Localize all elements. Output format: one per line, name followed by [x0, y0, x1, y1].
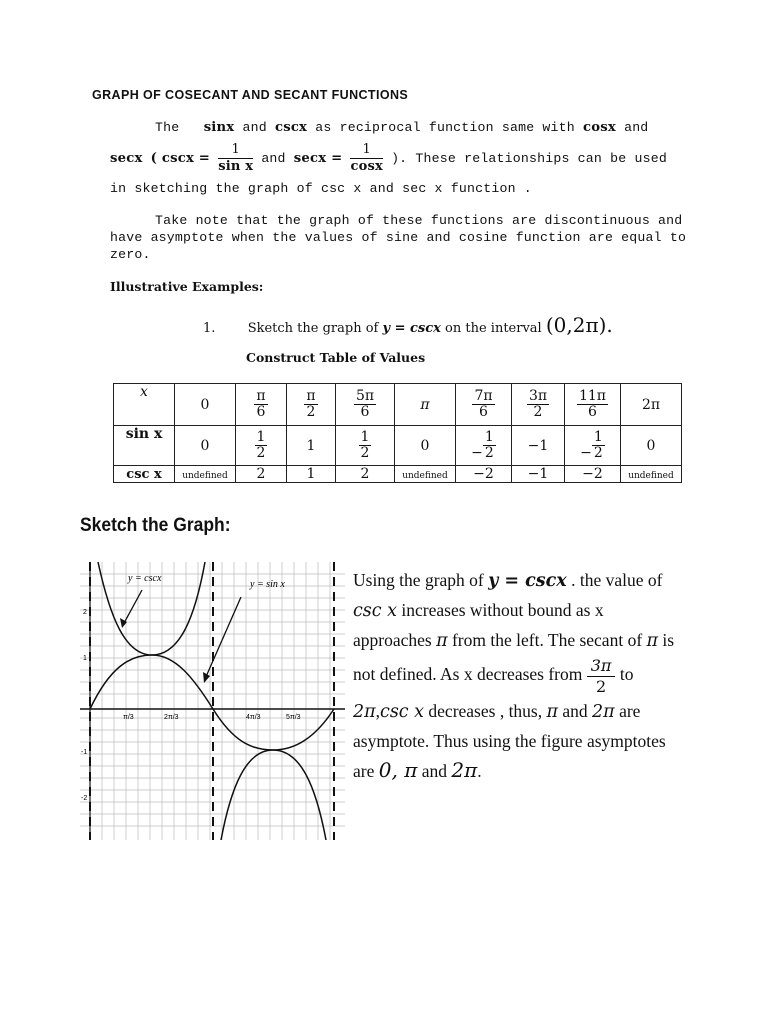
note-line-1: Take note that the graph of these functions are discontinuous and: [155, 213, 683, 228]
fraction-numerator: 3π: [587, 656, 616, 677]
cell-sign: −: [580, 445, 592, 461]
csc-cell: [395, 466, 456, 483]
cell-sign: −: [471, 445, 483, 461]
csc-curve-label: y = cscx: [128, 573, 162, 584]
cos-term: cosx: [583, 120, 616, 135]
cell-value: π: [420, 396, 430, 413]
x-cell: [621, 384, 682, 426]
csc-equation: ( cscx =: [150, 150, 211, 166]
sin-cell: [621, 426, 682, 466]
csc-cell: [175, 466, 236, 483]
cell-value: 0: [646, 437, 656, 454]
x-cell: [236, 384, 287, 426]
csc-cell: [456, 466, 512, 483]
cell-num: π: [256, 388, 266, 404]
intro-line-3: in sketching the graph of csc x and sec x function .: [110, 181, 532, 196]
sin-value: [592, 430, 605, 461]
intro-text: and: [261, 150, 286, 166]
cell-den: 6: [588, 404, 597, 420]
csc-cell: [236, 466, 287, 483]
explanation-math: π: [436, 631, 448, 651]
explanation-text: .: [477, 761, 482, 781]
cell-value: undefined: [402, 471, 448, 481]
fraction-numerator: 1: [218, 142, 253, 159]
sin-cell: [512, 426, 565, 466]
fraction-one-over-sin: [218, 142, 253, 175]
cell-num: π: [306, 388, 316, 404]
sin-cell: [236, 426, 287, 466]
x-cell: [175, 384, 236, 426]
sin-curve-label: y = sin x: [250, 579, 285, 590]
sin-term: sinx: [203, 120, 235, 135]
x-value: [577, 389, 608, 420]
explanation-text: to: [619, 664, 634, 684]
cell-value: undefined: [182, 471, 228, 481]
explanation-text: ,: [375, 701, 381, 721]
fraction-denominator: 2: [596, 677, 607, 696]
sin-cell: [395, 426, 456, 466]
row-label-sin: [114, 426, 175, 466]
intro-text: ). These relationships can be used: [391, 150, 667, 166]
x-cell: [565, 384, 621, 426]
csc-cell: [287, 466, 336, 483]
csc-sin-graph: [80, 562, 345, 840]
csc-cell: [621, 466, 682, 483]
cell-den: 2: [533, 404, 543, 420]
row-label-csc: [114, 466, 175, 483]
cell-value: 0: [200, 396, 210, 413]
x-tick-label: 4π/3: [246, 714, 261, 721]
examples-heading: Illustrative Examples:: [110, 279, 264, 294]
explanation-text: from the left. The secant of: [451, 630, 643, 650]
explanation-text: . the value of: [571, 570, 663, 590]
explanation-text: Using the graph of: [353, 570, 484, 590]
explanation-math: 2π: [353, 702, 376, 722]
x-value: [254, 389, 267, 420]
sec-term: secx: [110, 150, 143, 166]
note-line-3: zero.: [110, 247, 151, 262]
sin-cell: [565, 426, 621, 466]
y-tick-label: 2: [83, 609, 87, 616]
intro-text: The: [155, 120, 180, 135]
graph-explanation: [353, 566, 683, 786]
explanation-fraction: [587, 656, 616, 697]
intro-line-1: [155, 120, 648, 135]
fraction-numerator: 1: [350, 142, 382, 159]
cell-num: 11π: [578, 388, 606, 404]
table-title: Construct Table of Values: [246, 350, 426, 365]
intro-text: and: [242, 120, 267, 135]
explanation-math: π: [546, 702, 559, 722]
example-1: [203, 313, 613, 337]
explanation-math: 0, π: [378, 758, 418, 782]
explanation-text: and: [421, 761, 447, 781]
cell-value: undefined: [628, 471, 674, 481]
sec-equation: secx =: [293, 150, 343, 166]
explanation-text: increases without bound as x approaches: [353, 600, 604, 650]
explanation-text: is not defined. As x decreases from: [353, 630, 675, 684]
y-tick-label: 1: [83, 655, 87, 662]
explanation-math: π: [646, 631, 659, 651]
csc-cell: [512, 466, 565, 483]
cell-value: 2: [360, 466, 370, 482]
cell-value: −2: [582, 466, 603, 482]
sin-value: [255, 430, 268, 461]
cell-value: 1: [306, 437, 316, 454]
sin-cell: [336, 426, 395, 466]
x-value: [201, 398, 210, 413]
example-interval: (0,2π).: [545, 313, 613, 337]
note-line-2: have asymptote when the values of sine and cosine function are equal to: [110, 230, 687, 245]
cell-value: 1: [306, 466, 316, 482]
row-label-x: [114, 384, 175, 426]
explanation-text: and: [562, 701, 588, 721]
sin-row: [114, 426, 682, 466]
x-value: [472, 389, 494, 420]
cell-den: 2: [306, 404, 316, 420]
cell-den: 2: [593, 445, 603, 461]
sin-value: [359, 430, 372, 461]
cell-num: 1: [360, 429, 370, 445]
fraction-denominator: cosx: [350, 159, 383, 174]
cell-den: 6: [360, 404, 370, 420]
x-row: [114, 384, 682, 426]
sin-cell: [175, 426, 236, 466]
intro-text: as reciprocal function same with: [315, 120, 575, 135]
sin-value: [483, 430, 496, 461]
x-tick-label: π/3: [123, 714, 134, 721]
example-text: Sketch the graph of: [247, 321, 379, 336]
cell-den: 2: [256, 445, 266, 461]
cell-value: 2: [256, 466, 266, 482]
cell-value: 0: [420, 437, 430, 454]
cell-den: 6: [479, 404, 488, 420]
cell-num: 5π: [355, 388, 375, 404]
y-tick-label: -1: [81, 749, 88, 756]
explanation-math: csc x: [380, 702, 425, 722]
x-cell: [512, 384, 565, 426]
y-tick-label: -2: [81, 795, 88, 802]
explanation-math: csc x: [353, 601, 398, 621]
row-label-text: sin x: [125, 426, 163, 442]
cell-value: −1: [527, 437, 549, 454]
explanation-text: are asymptote. Thus using the figure asymptotes are: [353, 701, 666, 781]
x-tick-label: 5π/3: [286, 714, 301, 721]
cell-value: 2π: [641, 396, 661, 413]
row-label-text: csc x: [126, 467, 162, 482]
cell-num: 1: [484, 429, 494, 445]
explanation-math: 2π: [592, 702, 615, 722]
x-value: [304, 389, 317, 420]
csc-cell: [336, 466, 395, 483]
x-cell: [395, 384, 456, 426]
cell-value: −2: [473, 466, 494, 482]
explanation-equation: y = cscx: [488, 571, 567, 591]
sin-cell: [456, 426, 512, 466]
csc-term: cscx: [274, 120, 308, 135]
x-cell: [456, 384, 512, 426]
x-value: [354, 389, 376, 420]
cell-num: 1: [593, 429, 603, 445]
example-number: 1.: [203, 321, 216, 336]
page-title: GRAPH OF COSECANT AND SECANT FUNCTIONS: [92, 88, 409, 102]
values-table: [113, 383, 682, 483]
explanation-text: decreases , thus,: [428, 701, 543, 721]
x-cell: [336, 384, 395, 426]
csc-cell: [565, 466, 621, 483]
cell-num: 7π: [474, 388, 493, 404]
intro-line-2: [110, 142, 667, 175]
cell-den: 6: [256, 404, 266, 420]
cell-num: 1: [256, 429, 266, 445]
example-text: on the interval: [445, 321, 542, 336]
row-label-text: x: [140, 384, 148, 400]
sketch-title: Sketch the Graph:: [80, 515, 231, 536]
explanation-math: 2π: [451, 758, 478, 782]
intro-text: and: [624, 120, 649, 135]
x-value: [527, 389, 549, 420]
fraction-denominator: sin x: [218, 159, 254, 174]
cell-num: 3π: [528, 388, 548, 404]
x-cell: [287, 384, 336, 426]
cell-value: −1: [527, 466, 549, 482]
example-equation: y = cscx: [382, 321, 441, 336]
cell-den: 2: [484, 445, 494, 461]
sin-cell: [287, 426, 336, 466]
fraction-one-over-cos: [350, 142, 382, 175]
x-tick-label: 2π/3: [164, 714, 179, 721]
cell-den: 2: [360, 445, 370, 461]
cell-value: 0: [200, 437, 210, 454]
csc-row: [114, 466, 682, 483]
